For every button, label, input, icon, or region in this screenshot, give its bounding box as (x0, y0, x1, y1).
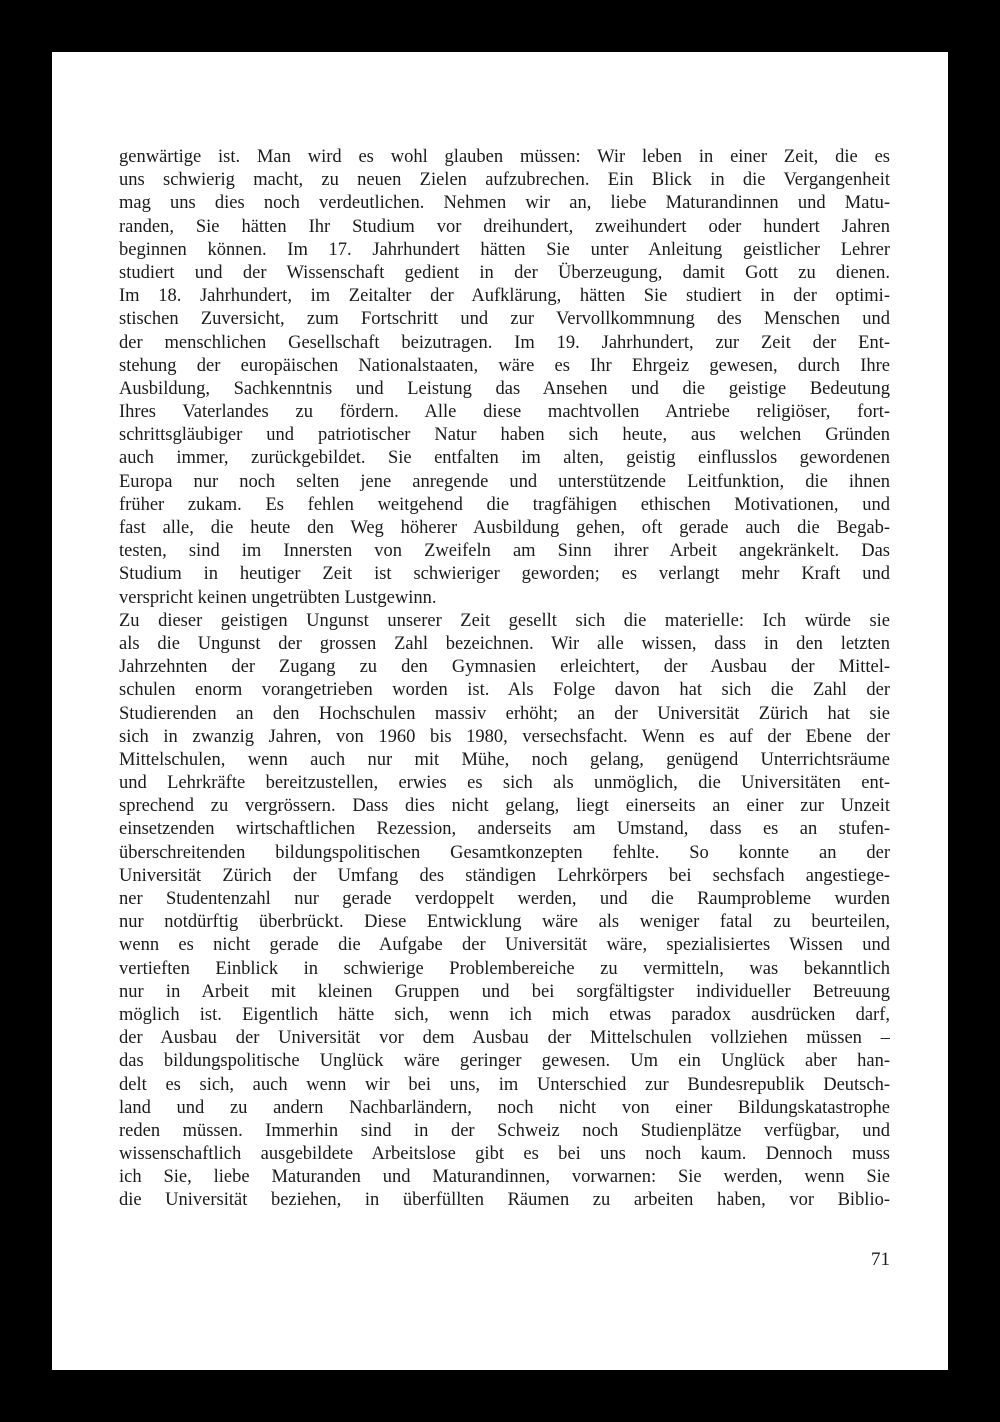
text-line: genwärtige ist. Man wird es wohl glauben müssen: Wir leben in einer Zeit, die es (119, 147, 890, 167)
text-line: testen, sind im Innersten von Zweifeln am Sinn ihrer Arbeit angekränkelt. Das (119, 541, 890, 562)
text-line: nur notdürftig überbrückt. Diese Entwicklung wäre als weniger fatal zu beurteilen, (119, 912, 890, 933)
text-line: möglich ist. Eigentlich hätte sich, wenn ich mich etwas paradox ausdrücken darf, (119, 1004, 890, 1025)
text-line: das bildungspolitische Unglück wäre geringer gewesen. Um ein Unglück aber han- (119, 1051, 890, 1072)
text-line: sprechend zu vergrössern. Dass dies nicht gelang, liegt einerseits an einer zur Unzeit (119, 796, 890, 817)
text-line: randen, Sie hätten Ihr Studium vor dreihundert, zweihundert oder hundert Jahren (119, 216, 890, 237)
text-line: ich Sie, liebe Maturanden und Maturandinnen, vorwarnen: Sie werden, wenn Sie (119, 1167, 890, 1188)
text-line: Ihres Vaterlandes zu fördern. Alle diese machtvollen Antriebe religiöser, fort- (119, 402, 890, 423)
text-line: überschreitenden bildungspolitischen Gesamtkonzepten fehlte. So konnte an der (119, 842, 890, 863)
text-line: mag uns dies noch verdeutlichen. Nehmen wir an, liebe Maturandinnen und Matu- (119, 193, 890, 214)
text-line: Zu dieser geistigen Ungunst unserer Zeit gesellt sich die materielle: Ich würde sie (119, 610, 890, 631)
text-line: einsetzenden wirtschaftlichen Rezession, anderseits am Umstand, dass es an stufen- (119, 819, 890, 840)
book-page (52, 52, 948, 1370)
text-line: schulen enorm vorangetrieben worden ist. Als Folge davon hat sich die Zahl der (119, 680, 890, 701)
page-number: 71 (871, 1249, 890, 1270)
text-line: verspricht keinen ungetrübten Lustgewinn. (119, 587, 437, 608)
text-line: als die Ungunst der grossen Zahl bezeichnen. Wir alle wissen, dass in den letzten (119, 633, 890, 654)
text-line: Studium in heutiger Zeit ist schwieriger geworden; es verlangt mehr Kraft und (119, 564, 890, 585)
text-line: nur in Arbeit mit kleinen Gruppen und bei sorgfältigster individueller Betreuung (119, 981, 890, 1002)
text-line: delt es sich, auch wenn wir bei uns, im Unterschied zur Bundesrepublik Deutsch- (119, 1074, 890, 1095)
text-line: schrittsgläubiger und patriotischer Natur haben sich heute, aus welchen Gründen (119, 425, 890, 446)
text-line: ner Studentenzahl nur gerade verdoppelt werden, und die Raumprobleme wurden (119, 889, 890, 909)
text-line: der menschlichen Gesellschaft beizutragen. Im 19. Jahrhundert, zur Zeit der Ent- (119, 332, 890, 353)
text-line: Europa nur noch selten jene anregende und unterstützende Leitfunktion, die ihnen (119, 471, 890, 492)
text-line: Im 18. Jahrhundert, im Zeitalter der Aufklärung, hätten Sie studiert in der optimi- (119, 286, 890, 307)
text-line: Ausbildung, Sachkenntnis und Leistung das Ansehen und die geistige Bedeutung (119, 378, 890, 399)
text-line: Studierenden an den Hochschulen massiv erhöht; an der Universität Zürich hat sie (119, 703, 890, 724)
text-line: die Universität beziehen, in überfüllten Räumen zu arbeiten haben, vor Biblio- (119, 1190, 890, 1211)
text-line: wenn es nicht gerade die Aufgabe der Universität wäre, spezialisiertes Wissen und (119, 935, 890, 956)
text-line: und Lehrkräfte bereitzustellen, erwies es sich als unmöglich, die Universitäten ent- (119, 773, 890, 794)
text-line: studiert und der Wissenschaft gedient in der Überzeugung, damit Gott zu dienen. (119, 262, 890, 283)
text-line: stischen Zuversicht, zum Fortschritt und zur Vervollkommnung des Menschen und (119, 309, 890, 330)
text-line: wissenschaftlich ausgebildete Arbeitslose gibt es bei uns noch kaum. Dennoch muss (119, 1144, 890, 1165)
text-line: auch immer, zurückgebildet. Sie entfalten im alten, geistig einflusslos gewordenen (119, 448, 890, 469)
text-line: der Ausbau der Universität vor dem Ausbau der Mittelschulen vollziehen müssen – (119, 1028, 890, 1049)
text-line: fast alle, die heute den Weg höherer Ausbildung gehen, oft gerade auch die Begab- (119, 518, 890, 538)
text-line: Mittelschulen, wenn auch nur mit Mühe, noch gelang, genügend Unterrichtsräume (119, 749, 890, 770)
text-line: früher zukam. Es fehlen weitgehend die tragfähigen ethischen Motivationen, und (119, 494, 890, 515)
body-text (119, 146, 890, 1213)
text-line: reden müssen. Immerhin sind in der Schweiz noch Studienplätze verfügbar, und (119, 1120, 890, 1141)
text-line: beginnen können. Im 17. Jahrhundert hätten Sie unter Anleitung geistlicher Lehrer (119, 239, 890, 260)
text-line: sich in zwanzig Jahren, von 1960 bis 1980, versechsfacht. Wenn es auf der Ebene der (119, 726, 890, 747)
text-line: Universität Zürich der Umfang des ständigen Lehrkörpers bei sechsfach angestiege- (119, 865, 890, 886)
text-line: stehung der europäischen Nationalstaaten, wäre es Ihr Ehrgeiz gewesen, durch Ihre (119, 355, 890, 376)
text-line: Jahrzehnten der Zugang zu den Gymnasien erleichtert, der Ausbau der Mittel- (119, 657, 890, 678)
text-line: vertieften Einblick in schwierige Problembereiche zu vermitteln, was bekanntlich (119, 958, 890, 979)
text-line: land und zu andern Nachbarländern, noch nicht von einer Bildungskatastrophe (119, 1097, 890, 1118)
text-line: uns schwierig macht, zu neuen Zielen aufzubrechen. Ein Blick in die Vergangenheit (119, 170, 890, 191)
